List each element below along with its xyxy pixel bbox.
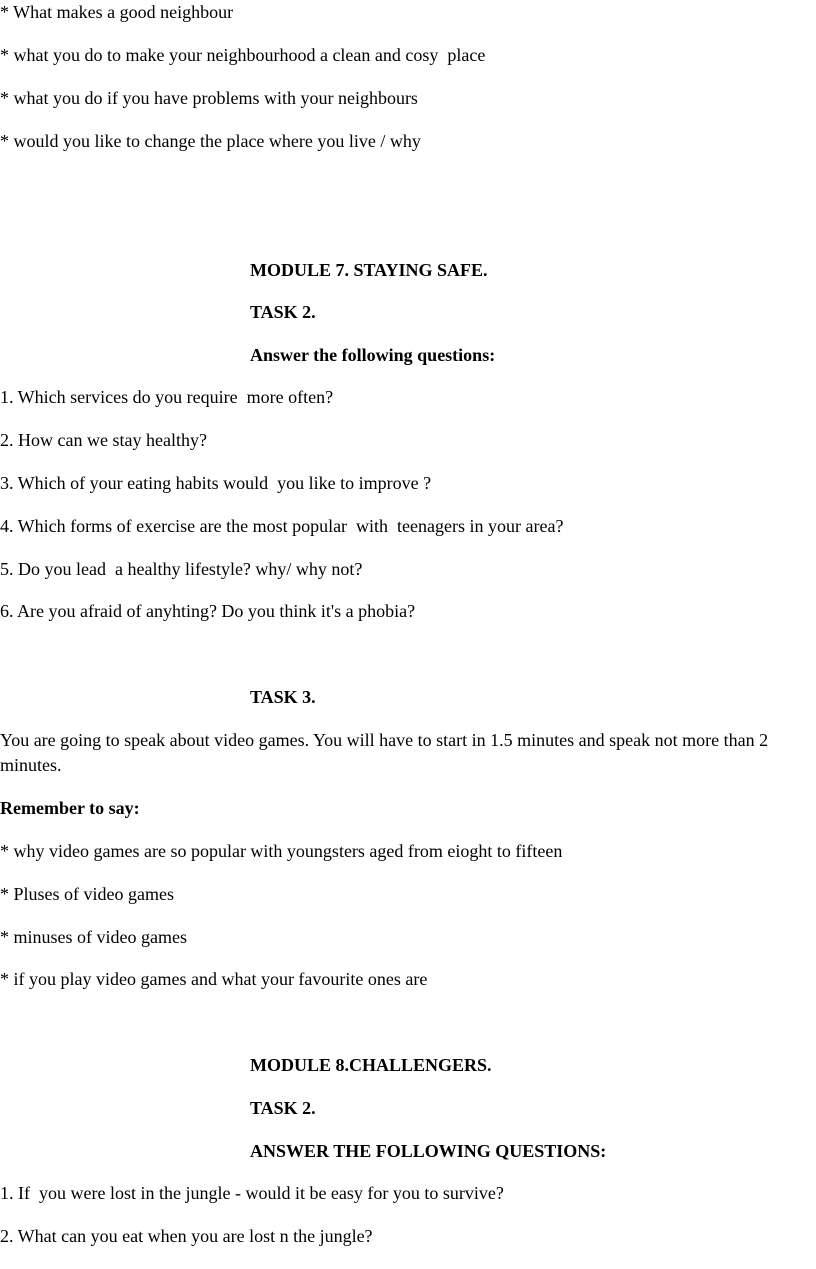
bullet-point: * what you do to make your neighbourhood a clean and cosy place xyxy=(0,45,486,65)
question-item: 1. If you were lost in the jungle - would it be easy for you to survive? xyxy=(0,1183,504,1203)
task-intro: You are going to speak about video games. You will have to start in 1.5 minutes and speak not more than 2 minutes. xyxy=(0,730,769,775)
module-title: MODULE 7. STAYING SAFE. xyxy=(250,260,488,280)
question-item: 4. Which forms of exercise are the most popular with teenagers in your area? xyxy=(0,516,564,536)
task-instruction: ANSWER THE FOLLOWING QUESTIONS: xyxy=(250,1141,607,1161)
task-instruction: Answer the following questions: xyxy=(250,345,496,365)
bullet-point: * would you like to change the place where you live / why xyxy=(0,131,421,151)
bullet-point: * What makes a good neighbour xyxy=(0,2,234,22)
remember-label: Remember to say: xyxy=(0,798,140,818)
bullet-point: * what you do if you have problems with your neighbours xyxy=(0,88,418,108)
bullet-point: * why video games are so popular with youngsters aged from eioght to fifteen xyxy=(0,841,563,861)
question-item: 5. Do you lead a healthy lifestyle? why/ why not? xyxy=(0,559,363,579)
question-item: 1. Which services do you require more often? xyxy=(0,387,334,407)
question-item: 6. Are you afraid of anyhting? Do you think it's a phobia? xyxy=(0,601,416,621)
question-item: 2. How can we stay healthy? xyxy=(0,430,207,450)
bullet-point: * minuses of video games xyxy=(0,927,187,947)
bullet-point: * if you play video games and what your favourite ones are xyxy=(0,969,428,989)
module-title: MODULE 8.CHALLENGERS. xyxy=(250,1055,492,1075)
bullet-point: * Pluses of video games xyxy=(0,884,174,904)
question-item: 2. What can you eat when you are lost n the jungle? xyxy=(0,1226,373,1246)
task-title: TASK 2. xyxy=(250,302,316,322)
task-title: TASK 3. xyxy=(250,687,316,707)
task-title: TASK 2. xyxy=(250,1098,316,1118)
question-item: 3. Which of your eating habits would you like to improve ? xyxy=(0,473,432,493)
